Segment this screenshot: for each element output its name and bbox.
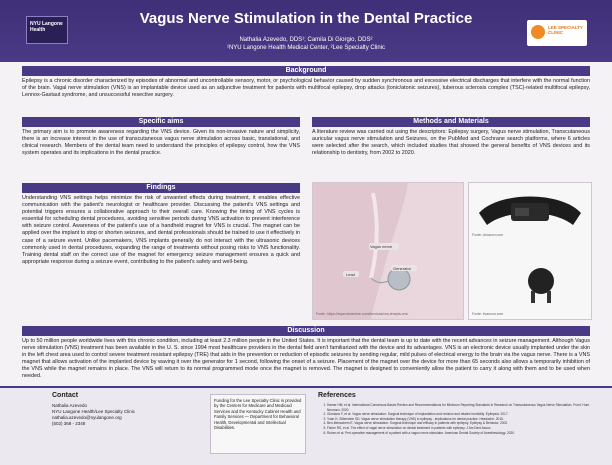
contact-heading: Contact xyxy=(52,392,79,399)
reference-item: 5. Fisher RS, et al. The effect of vagal nerve stimulation on dental treatment in patients with epilepsy. J Am Dent Assoc. xyxy=(327,426,599,431)
left-figure-source: Fonte: https://aspectonecrise.com/tecnicas/vns-terapia-vns/ xyxy=(316,312,409,316)
author-names: Nathalia Azevedo, DDS¹; Camila Di Giorgio, DDS² xyxy=(239,37,373,43)
vagus-nerve-label: Vagus nerve xyxy=(370,244,393,249)
contact-info xyxy=(52,403,202,427)
vns-device-photos xyxy=(468,182,592,320)
authors xyxy=(80,36,532,52)
poster-title: Vagus Nerve Stimulation in the Dental Practice xyxy=(139,10,473,27)
references-heading: References xyxy=(318,392,356,399)
lee-clinic-logo-mark xyxy=(531,25,545,39)
reference-item: 4. Ben-Menachem E. Vagus nerve stimulation: Surgical technique and efficacy in patients with epilepsy. Epilepsy & Behavior. 2002. xyxy=(327,421,599,426)
author-affiliations: ¹NYU Langone Health Medical Center, ²Lee Specialty Clinic xyxy=(226,45,386,51)
contact-organization: NYU Langone Health/Lee Specialty Clinic xyxy=(52,409,136,414)
poster-header xyxy=(0,0,612,62)
discussion-heading: Discussion xyxy=(22,326,590,336)
generator-label: Generator xyxy=(393,266,412,271)
discussion-text: Up to 50 million people worldwide lives with this chronic condition, including at least 2.3 million people in the United States. It is important that the dental team is up to date with the recent advances in seizure management. Although Vagus nerve stimulation (VNS) treatment has been available in the U. S. since 1994 most healthcare providers in the dental field aren't familiarized with the device and its advantages. VNS is an electronic device usually implanted under the skin in the left chest area used to control severe treatment resistant epilepsy (TRE) that aids in the prevention or reduction of episodic seizures by sending regular, mild pulses of electrical energy to the brain via the vagus nerve. There is a VNS magnet that allows activation of the implanted device by waving it over the generator for 1 second, following the onset of a seizure. Placement of the magnet over the device for more than 65 seconds also allows a temporarily inhibition of the VNS while the magnet remains in place. The VNS will return to its normal programmed mode once the magnet is removed. The magnet is designed to conveniently allow the patient to carry it along with them and to be used when needed. xyxy=(22,338,590,380)
reference-item: 3. Yuan H, Silberstein SD. Vagus nerve stimulation therapy (VNS) in epilepsy - implications for dental practice. Headache. 2016. xyxy=(327,417,599,422)
findings-text: Understanding VNS settings helps minimize the risk of unwanted effects during treatment, it enables effective communication with the patient's neurologist or healthcare provider. Discussing the patient's VNS settings and potential triggers ensures a collaborative approach to their overall care. Knowing the timing of VNS cycles is essential for scheduling dental procedures, avoiding sensitive periods during VNS activation to prevent interference with seizure control. Awareness of the patient's use of a handheld magnet for VNS is crucial. The magnet can be applied over the implant to stop or shorten seizures, and dental professionals should be trained to use it effectively in case of a seizure event. Unlike pacemakers, VNS implants generally do not interact with the ultrasonic devices commonly used in dental procedures, expanding the range of treatments without posing risks to VNS functionality. Training dental staff on the correct use of the magnet for emergency seizure management ensures a quick and appropriate response during a seizure event, contributing to the patient's safety and well-being. xyxy=(22,195,300,265)
contact-name: Nathalia Azevedo xyxy=(52,403,88,408)
lee-clinic-logo xyxy=(527,20,587,46)
methods-text: A literature review was carried out using the descriptors: Epilepsy surgery, Vagus nerve stimulation, Transcutaneous auricular vagus nerve stimulation and Seizures, on the PubMed and Cochrane search platforms, where 6 articles were selected after the search, which included studies that showed the general benefits of VNS devices and its relationship to dentistry, from 2002 to 2020. xyxy=(312,129,590,157)
findings-heading: Findings xyxy=(22,183,300,193)
background-heading: Background xyxy=(22,66,590,76)
right-figure-source: Fonte: Amazon.com xyxy=(472,233,504,237)
reference-item: 6. Ruben et al. Peri-operative management of a patient with a vagus nerve stimulator. American Dental Society of Anesthesiology. 2020. xyxy=(327,431,599,436)
methods-heading: Methods and Materials xyxy=(312,117,590,127)
nyu-langone-logo: NYU Langone Health xyxy=(26,16,68,44)
vns-implant-illustration xyxy=(312,182,464,320)
background-text: Epilepsy is a chronic disorder characterized by episodes of abnormal and uncontrollable sensory, motor, or psychological behavior caused by sudden synchronous and excessive electrical discharges that interfere with the normal function of the brain. Vagal nerve stimulation (VNS) is an implantable device used as an adjunctive treatment for patients with multifocal epilepsy, drop attacks (tonic/atonic seizures), tuberous sclerosis complex (TSC)-related multifocal epilepsy, Lennox-Gastaut syndrome, and unsuccessful resective surgery. xyxy=(22,78,590,99)
vns-implant-drawing xyxy=(313,183,463,319)
vns-devices-drawing xyxy=(469,183,591,319)
reference-item: 1. Hamer HM, et al. International Consensus Based Review and Recommendations for Minimum Reporting Standards in Research on Transcutaneous Vagus Nerve Stimulation. Front. Hum. Neurosci. 2020. xyxy=(327,403,599,412)
magnet-figure-source: Fonte: livanova.com xyxy=(472,312,504,316)
reference-item: 2. Giordano F, et al. Vagus nerve stimulation: Surgical technique of implantation and revision and related morbidity. Epilepsia. 2017. xyxy=(327,412,599,417)
references-list xyxy=(318,403,599,435)
specific-aims-text: The primary aim is to promote awareness regarding the VNS device. Given its non-invasive nature and simplicity, there is an increase interest in the use of transcutaneous vagus nerve stimulation across basic, translational, and clinical research. Members of the dental team need to understand the principles of epilepsy control, how the VNS system operates and its implications in the dental practice. xyxy=(22,129,300,157)
lee-clinic-logo-text: LEE SPECIALTY CLINIC xyxy=(548,25,583,35)
contact-email: nathalia.azevedo@nyulangone.org xyxy=(52,415,122,420)
specific-aims-heading: Specific aims xyxy=(22,117,300,127)
funding-statement: Funding for the Lee Specialty Clinic is provided by the Centers for Medicare and Medicaid Services and the Kentucky Cabinet Health and Family Services — Department for Behavioral Health, Developmental and Intellectual Disabilities. xyxy=(210,394,306,454)
lead-label: Lead xyxy=(346,272,355,277)
contact-phone: (502) 368 - 2348 xyxy=(52,421,86,426)
